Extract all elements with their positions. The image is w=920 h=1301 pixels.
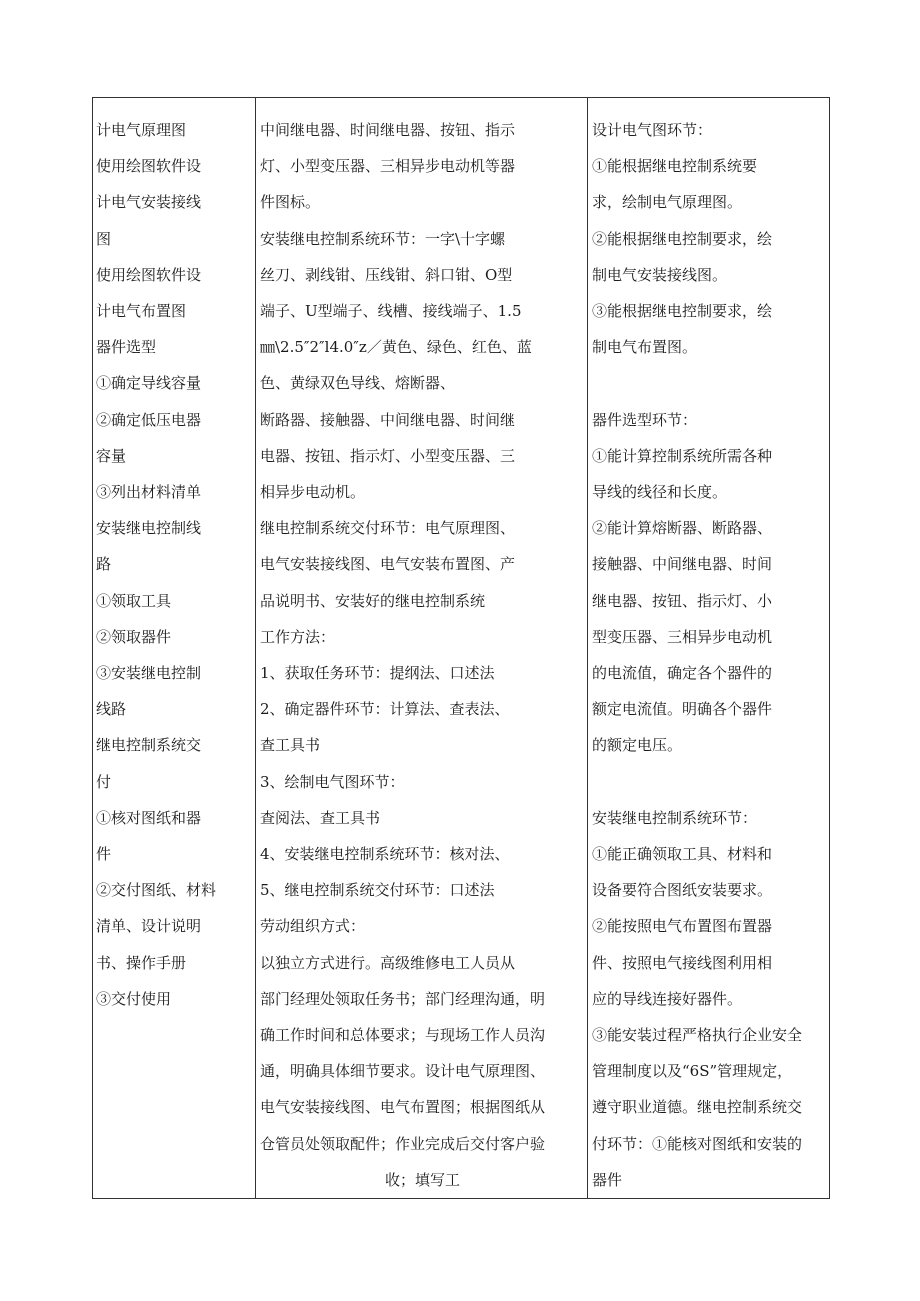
text-line: 接触器、中间继电器、时间 <box>592 555 773 574</box>
text-line: 1、获取任务环节：提纲法、口述法 <box>260 664 495 683</box>
text-line: 端子、U型端子、线槽、接线端子、1.5 <box>260 302 522 321</box>
text-line: ②能根据继电控制要求，绘 <box>592 229 773 248</box>
content-table <box>92 97 830 1199</box>
text-line: 设备要符合图纸安装要求。 <box>592 881 773 900</box>
task-column <box>93 98 256 1199</box>
text-line: 继电器、按钮、指示灯、小 <box>592 591 773 610</box>
text-line: 继电控制系统交付环节：电气原理图、 <box>260 519 516 538</box>
text-line: 工作方法： <box>260 627 336 646</box>
text-line: 品说明书、安装好的继电控制系统 <box>260 591 486 610</box>
text-line: 的电流值，确定各个器件的 <box>592 664 773 683</box>
text-line: ①能根据继电控制系统要 <box>592 157 758 176</box>
text-line: 器件 <box>592 1170 623 1189</box>
text-line: 管理制度以及“6S”管理规定， <box>592 1062 793 1081</box>
text-line: 件 <box>96 845 112 864</box>
text-line: ③交付使用 <box>96 989 172 1008</box>
text-line: ②交付图纸、材料 <box>96 881 217 900</box>
table-row <box>93 98 830 1199</box>
text-line: 查阅法、查工具书 <box>260 808 381 827</box>
text-line: 部门经理处领取任务书；部门经理沟通，明 <box>260 989 546 1008</box>
text-line: 遵守职业道德。继电控制系统交 <box>592 1098 803 1117</box>
text-line: 3、绘制电气图环节： <box>260 772 405 791</box>
requirements-column <box>588 98 830 1199</box>
text-line <box>592 764 827 800</box>
text-line: ③安装继电控制 <box>96 664 202 683</box>
text-line: 路 <box>96 555 112 574</box>
text-line: 使用绘图软件设 <box>96 265 202 284</box>
text-line: 通，明确具体细节要求。设计电气原理图、 <box>260 1062 546 1081</box>
text-line: 制电气布置图。 <box>592 338 698 357</box>
text-line: 继电控制系统交 <box>96 736 202 755</box>
text-line: 安装继电控制系统环节： <box>592 808 758 827</box>
text-line: 查工具书 <box>260 736 321 755</box>
text-line: 型变压器、三相异步电动机 <box>592 627 773 646</box>
text-line: 收；填写工 <box>384 1170 460 1189</box>
task-column-text <box>93 98 255 1017</box>
text-line: ①核对图纸和器 <box>96 808 202 827</box>
text-line: 清单、设计说明 <box>96 917 202 936</box>
text-line: ②能按照电气布置图布置器 <box>592 917 773 936</box>
text-line: 应的导线连接好器件。 <box>592 989 743 1008</box>
text-line: 确工作时间和总体要求；与现场工作人员沟 <box>260 1026 546 1045</box>
tools-methods-column <box>256 98 588 1199</box>
text-line: ㎜\2.5″2″l4.0″z／黄色、绿色、红色、蓝 <box>260 338 532 357</box>
text-line <box>592 365 827 401</box>
text-line: 安装继电控制线 <box>96 519 202 538</box>
text-line: 中间继电器、时间继电器、按钮、指示 <box>260 121 516 139</box>
text-line: ①能计算控制系统所需各种 <box>592 446 773 465</box>
text-line: 仓管员处领取配件；作业完成后交付客户验 <box>260 1134 546 1153</box>
text-line: 额定电流值。明确各个器件 <box>592 700 773 719</box>
text-line: 导线的线径和长度。 <box>592 483 728 502</box>
text-line: ③能根据继电控制要求，绘 <box>592 302 773 321</box>
text-line: 断路器、接触器、中间继电器、时间继 <box>260 410 516 429</box>
text-line: 色、黄绿双色导线、熔断器、 <box>260 374 456 393</box>
text-line: 设计电气图环节： <box>592 121 713 139</box>
text-line: 容量 <box>96 446 127 465</box>
text-line: 器件选型环节： <box>592 410 698 429</box>
text-line: 计电气安装接线 <box>96 193 202 212</box>
requirements-column-text <box>588 98 829 1198</box>
text-line: 器件选型 <box>96 338 157 357</box>
text-line: 的额定电压。 <box>592 736 683 755</box>
text-line: ③列出材料清单 <box>96 483 202 502</box>
text-line: 电气安装接线图、电气安装布置图、产 <box>260 555 516 574</box>
text-line: 电气安装接线图、电气布置图；根据图纸从 <box>260 1098 546 1117</box>
text-line: 计电气原理图 <box>96 121 187 139</box>
text-line: ②领取器件 <box>96 627 172 646</box>
text-line: ②能计算熔断器、断路器、 <box>592 519 773 538</box>
text-line: 计电气布置图 <box>96 302 187 321</box>
text-line: ①能正确领取工具、材料和 <box>592 845 773 864</box>
text-line: 线路 <box>96 700 127 719</box>
text-line: 付环节：①能核对图纸和安装的 <box>592 1134 803 1153</box>
text-line: 付 <box>96 772 112 791</box>
text-line: ①确定导线容量 <box>96 374 202 393</box>
text-line: 丝刀、剥线钳、压线钳、斜口钳、O型 <box>260 265 513 284</box>
text-line: ②确定低压电器 <box>96 410 202 429</box>
text-line: 电器、按钮、指示灯、小型变压器、三 <box>260 446 516 465</box>
text-line: 安装继电控制系统环节：一字\十字螺 <box>260 229 506 248</box>
text-line: 制电气安装接线图。 <box>592 265 728 284</box>
text-line: ③能安装过程严格执行企业安全 <box>592 1026 803 1045</box>
text-line: 件图标。 <box>260 193 321 212</box>
text-line: 件、按照电气接线图利用相 <box>592 953 773 972</box>
text-line: 灯、小型变压器、三相异步电动机等器 <box>260 157 516 176</box>
text-line: 以独立方式进行。高级维修电工人员从 <box>260 953 516 972</box>
text-line: 4、安装继电控制系统环节：核对法、 <box>260 845 510 864</box>
text-line: 使用绘图软件设 <box>96 157 202 176</box>
text-line: 劳动组织方式： <box>260 917 366 936</box>
text-line: ①领取工具 <box>96 591 172 610</box>
text-line: 求，绘制电气原理图。 <box>592 193 743 212</box>
text-line: 相异步电动机。 <box>260 483 366 502</box>
text-line: 图 <box>96 229 112 248</box>
text-line: 书、操作手册 <box>96 953 187 972</box>
text-line: 2、确定器件环节：计算法、查表法、 <box>260 700 510 719</box>
text-line: 5、继电控制系统交付环节：口述法 <box>260 881 495 900</box>
tools-methods-column-text <box>256 98 587 1198</box>
